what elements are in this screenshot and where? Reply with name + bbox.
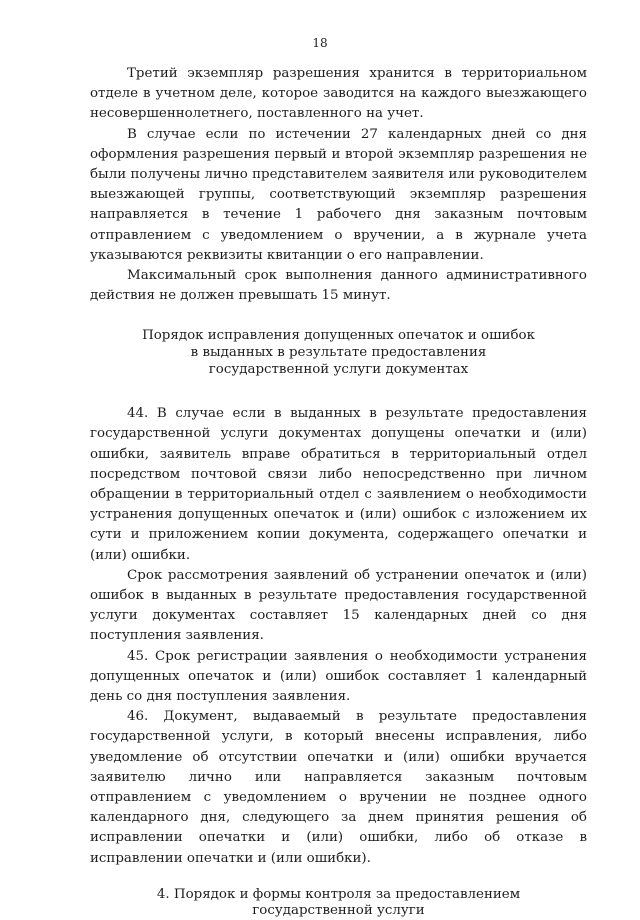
paragraph-45: 45. Срок регистрации заявления о необходимости устранения допущенных опечаток и (или) ошибок составляет 1 календарный день со дня поступления заявления. [90, 648, 587, 705]
document-body [90, 64, 587, 920]
paragraph: Максимальный срок выполнения данного административного действия не должен превышать 15 минут. [90, 268, 587, 304]
heading-line: Порядок исправления допущенных опечаток и ошибок [142, 328, 535, 344]
paragraph: Третий экземпляр разрешения хранится в территориальном отделе в учетном деле, которое заводится на каждого выезжающего несовершеннолетнего, поставленного на учет. [90, 66, 587, 122]
paragraph-46: 46. Документ, выдаваемый в результате предоставления государственной услуги, в который внесены исправления, либо уведомление об отсутствии опечатки и (или) ошибки вручается заявителю лично или направляется заказным почтовым отправлением с уведомлением о вручении не позднее одного календарного дня, следующего за днем принятия решения об исправлении опечатки и (или) ошибки, либо об отказе в исправлении опечатки и (или ошибки). [90, 709, 587, 866]
heading-line: государственной услуги [252, 903, 425, 919]
paragraph: Срок рассмотрения заявлений об устранении опечаток и (или) ошибок в выданных в результате предоставления государственной услуги документах составляет 15 календарных дней со дня поступления заявления. [90, 567, 587, 644]
heading-line: 4. Порядок и формы контроля за предоставлением [156, 886, 521, 902]
section-heading [90, 887, 587, 920]
heading-line: государственной услуги документах [208, 361, 469, 377]
heading-line: в выданных в результате предоставления [190, 345, 487, 361]
page-number: 18 [312, 36, 328, 50]
section-heading [90, 328, 587, 378]
paragraph-44: 44. В случае если в выданных в результате предоставления государственной услуги документах допущены опечатки и (или) ошибки, заявитель вправе обратиться в территориальный отдел посредством почтовой связи либо непосредственно при личном обращении в территориальный отдел с заявлением о необходимости устранения допущенных опечаток и (или) ошибок с изложением их сути и приложением копии документа, содержащего опечатки и (или) ошибки. [90, 406, 587, 563]
paragraph: В случае если по истечении 27 календарных дней со дня оформления разрешения первый и второй экземпляр разрешения не были получены лично представителем заявителя или руководителем выезжающей группы, соответствующий экземпляр разрешения направляется в течение 1 рабочего дня заказным почтовым отправлением с уведомлением о вручении, а в журнале учета указываются реквизиты квитанции о его направлении. [90, 126, 587, 263]
